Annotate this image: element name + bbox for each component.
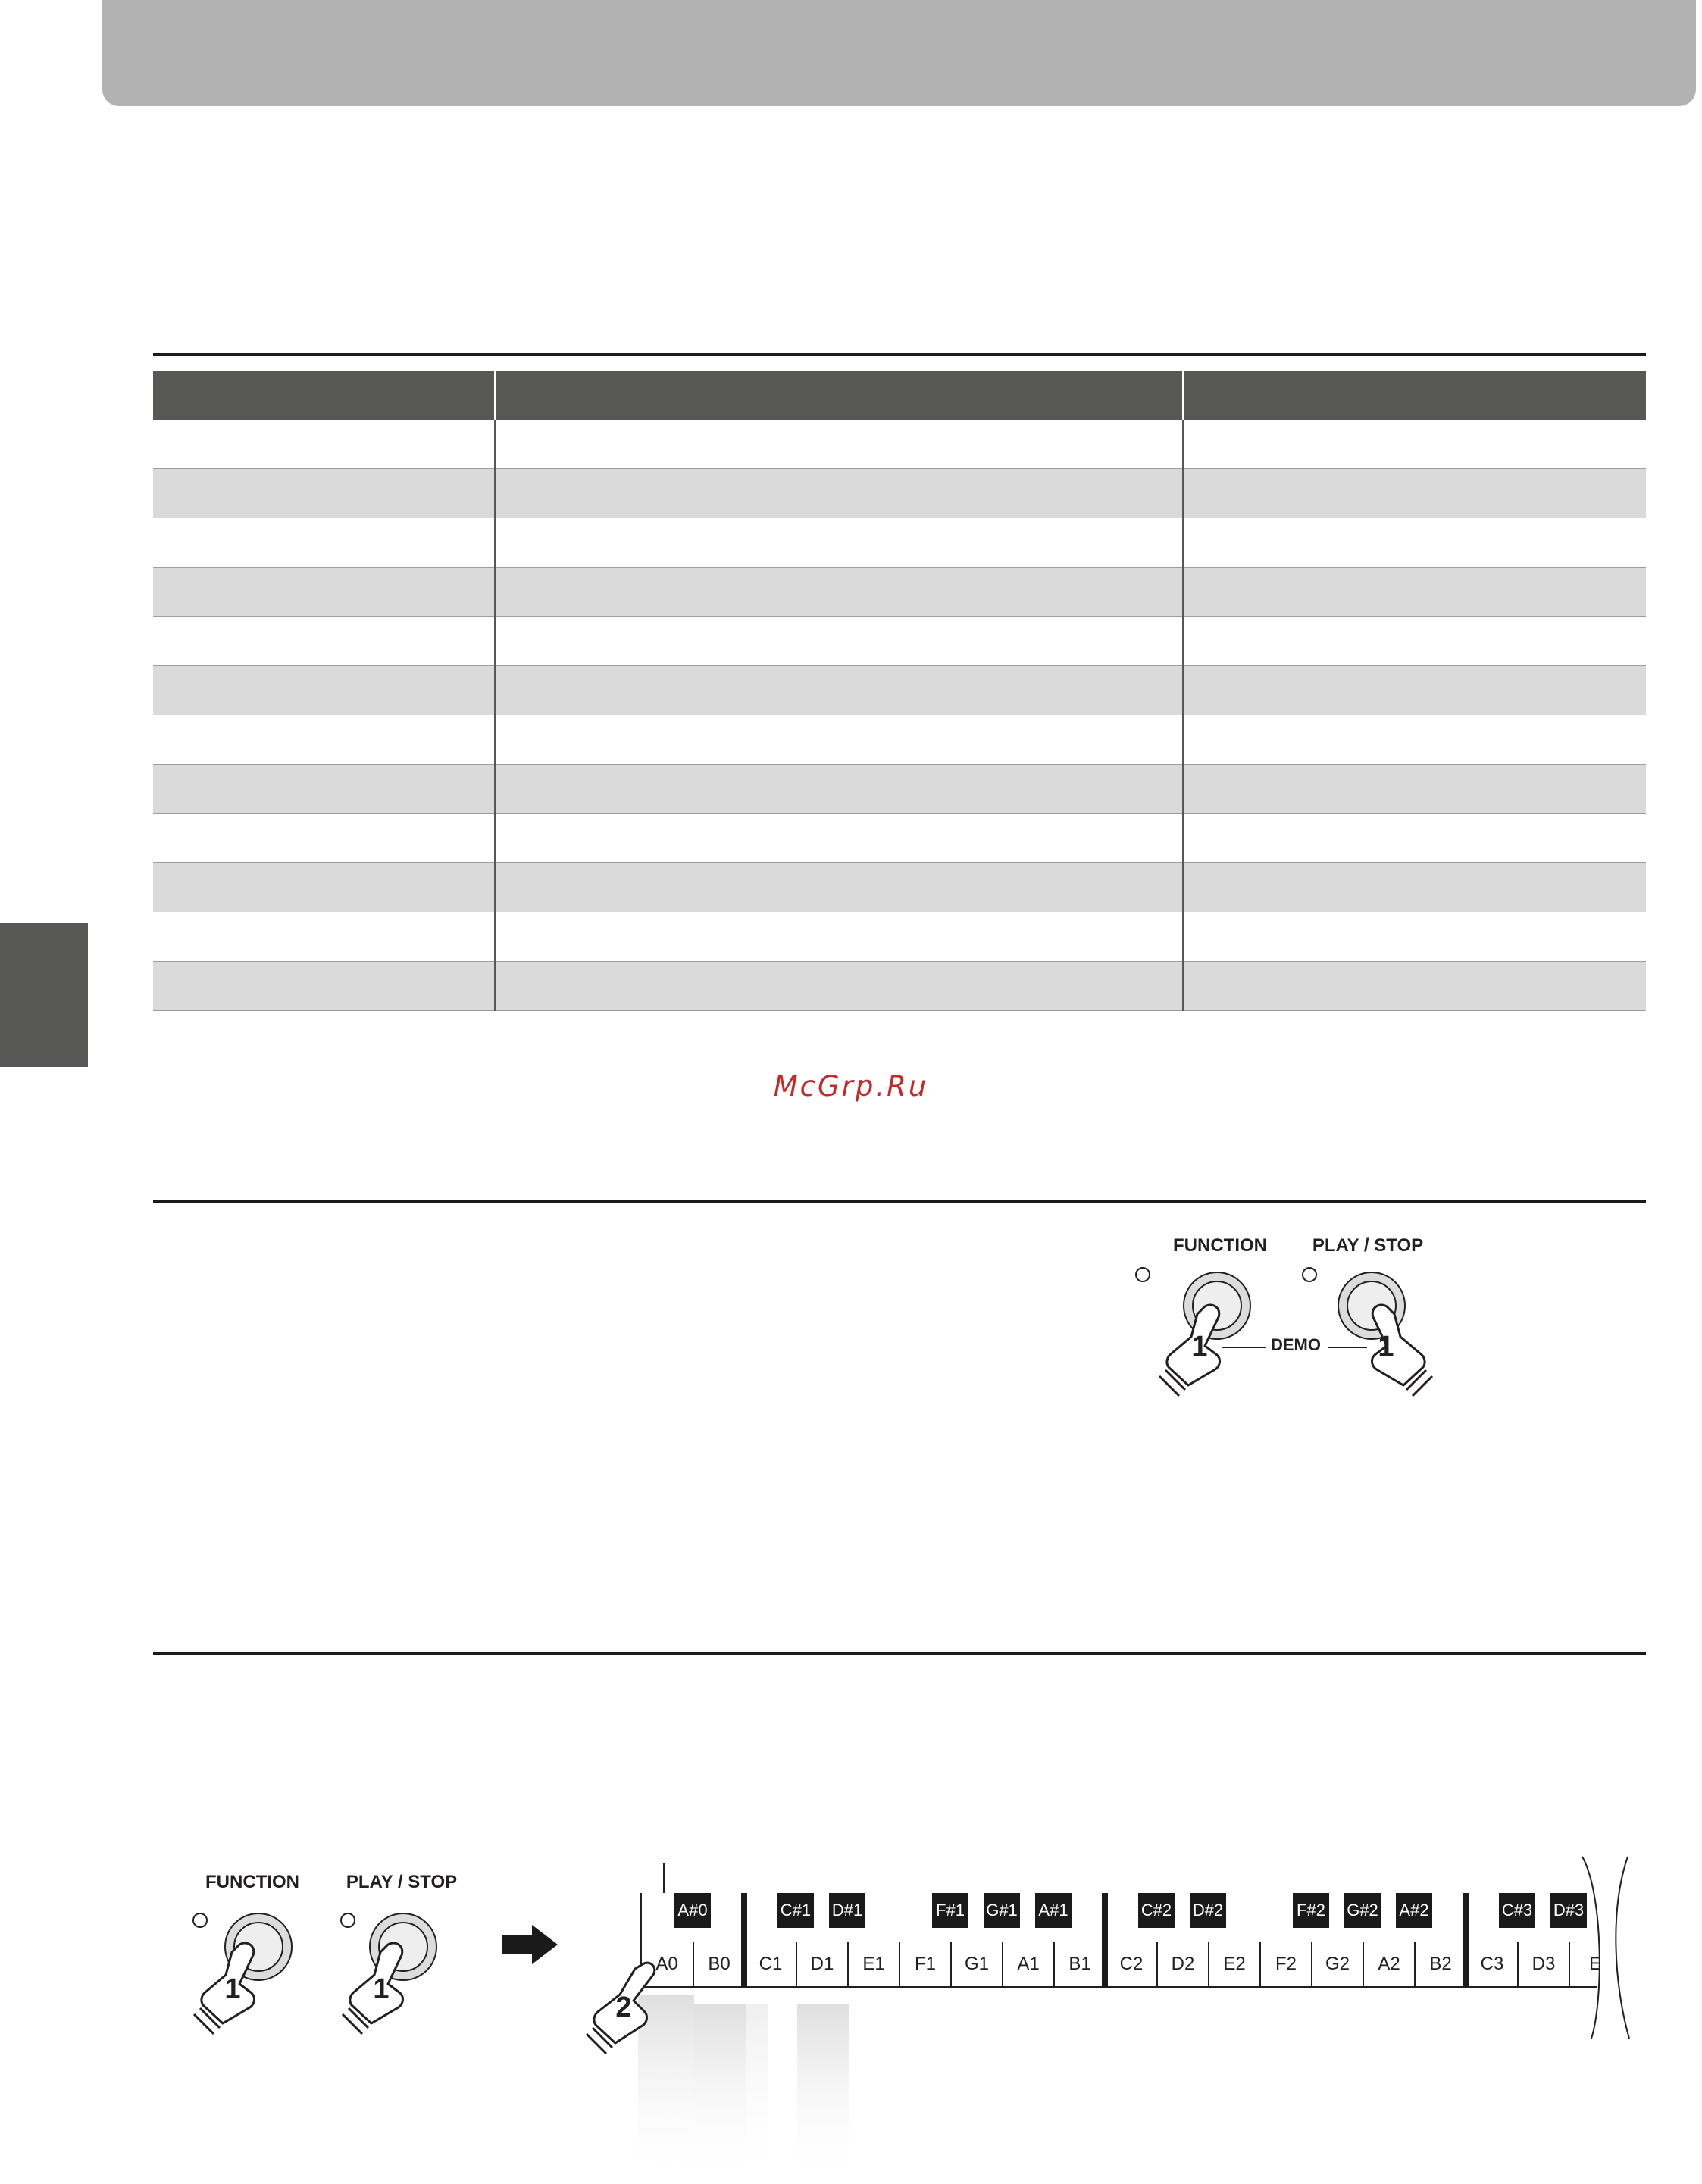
table-cell [1183,814,1646,863]
table-cell [153,863,495,912]
white-key[interactable]: B2 [1414,1942,1466,1987]
black-key[interactable]: D#1 [829,1893,865,1928]
table-cell [153,962,495,1011]
white-key[interactable]: C2 [1105,1942,1156,1987]
table-cell [1183,863,1646,912]
table-row [153,568,1646,617]
table-cell [495,912,1183,962]
table-cell [495,420,1183,469]
white-key[interactable]: E1 [847,1942,899,1987]
white-key[interactable]: D3 [1517,1942,1569,1987]
octave-divider [1463,1893,1469,1987]
step-number-key: 2 [615,1992,632,2023]
table-cell [153,469,495,518]
table-cell [1183,469,1646,518]
table-cell [1183,666,1646,715]
table-header-row [153,371,1646,420]
table-row [153,420,1646,469]
table-cell [153,666,495,715]
table-cell [1183,568,1646,617]
settings-table [153,371,1646,1011]
table-cell [1183,765,1646,814]
white-key[interactable]: C1 [744,1942,796,1987]
white-key[interactable]: G2 [1311,1942,1363,1987]
function-led-icon [1134,1266,1164,1296]
table-cell [153,420,495,469]
section-rule-keyboard [153,1652,1646,1655]
table-cell [1183,518,1646,568]
table-body [153,420,1646,1011]
table-cell [153,912,495,962]
black-key[interactable]: F#2 [1293,1893,1329,1928]
table-row [153,962,1646,1011]
table-cell [495,568,1183,617]
table-cell [1183,617,1646,666]
table-row [153,715,1646,765]
octave-divider [741,1893,747,1987]
play-stop-label: PLAY / STOP [346,1872,458,1892]
step-number-play: 1 [373,1973,390,2005]
section-rule-demo [153,1200,1646,1203]
table-cell [153,765,495,814]
black-key[interactable]: C#2 [1138,1893,1175,1928]
table-cell [495,518,1183,568]
table-row [153,765,1646,814]
demo-label: DEMO [1271,1335,1321,1354]
table-row [153,666,1646,715]
function-label: FUNCTION [205,1872,299,1892]
black-key[interactable]: G#1 [984,1893,1020,1928]
octave-divider [1102,1893,1108,1987]
black-key[interactable]: C#1 [777,1893,814,1928]
table-row [153,814,1646,863]
table-row [153,863,1646,912]
white-key[interactable]: B1 [1053,1942,1105,1987]
page-header-bar [102,0,1696,106]
black-key[interactable]: G#2 [1344,1893,1381,1928]
table-row [153,912,1646,962]
table-cell [495,765,1183,814]
table-cell [153,568,495,617]
table-header-cell [153,371,495,420]
step-number-right: 1 [1378,1331,1394,1363]
table-row [153,518,1646,568]
table-cell [495,469,1183,518]
table-header-cell [495,371,1183,420]
black-key[interactable]: D#2 [1190,1893,1226,1928]
play-stop-led-icon [1300,1266,1331,1296]
table-cell [1183,912,1646,962]
table-cell [495,962,1183,1011]
black-key[interactable]: A#2 [1396,1893,1432,1928]
black-key[interactable]: A#1 [1035,1893,1072,1928]
white-key[interactable]: C3 [1466,1942,1517,1987]
white-key[interactable]: F1 [899,1942,950,1987]
table-cell [153,814,495,863]
section-rule-top [153,353,1646,356]
table-cell [495,715,1183,765]
black-key[interactable]: C#3 [1499,1893,1535,1928]
black-key[interactable]: A#0 [674,1893,711,1928]
white-key[interactable]: F2 [1259,1942,1311,1987]
white-key[interactable]: A2 [1363,1942,1414,1987]
table-cell [495,666,1183,715]
step-number-left: 1 [1191,1331,1208,1363]
table-cell [153,617,495,666]
table-cell [1183,420,1646,469]
step-number-function: 1 [224,1973,241,2005]
arrow-right-icon [500,1923,561,1969]
white-key[interactable]: A0 [655,1954,678,1974]
white-key[interactable]: D2 [1156,1942,1208,1987]
chapter-tab [0,923,88,1067]
white-key[interactable]: E [1569,1942,1620,1987]
table-row [153,617,1646,666]
table-cell [153,518,495,568]
black-key[interactable]: D#3 [1550,1893,1587,1928]
table-cell [1183,715,1646,765]
table-cell [1183,962,1646,1011]
table-row [153,469,1646,518]
table-cell [153,715,495,765]
watermark: McGrp.Ru [773,1070,929,1103]
table-header-cell [1183,371,1646,420]
function-label: FUNCTION [1173,1235,1267,1256]
white-key[interactable]: E2 [1208,1942,1259,1987]
table-cell [495,617,1183,666]
table-cell [495,814,1183,863]
key-highlight-gradient [638,1995,865,2184]
white-key[interactable]: D1 [796,1942,847,1987]
white-key[interactable]: B0 [693,1942,744,1987]
black-key[interactable]: F#1 [932,1893,968,1928]
table-cell [495,863,1183,912]
white-key[interactable]: G1 [950,1942,1002,1987]
white-key[interactable]: A1 [1002,1942,1053,1987]
play-stop-label: PLAY / STOP [1312,1235,1424,1256]
